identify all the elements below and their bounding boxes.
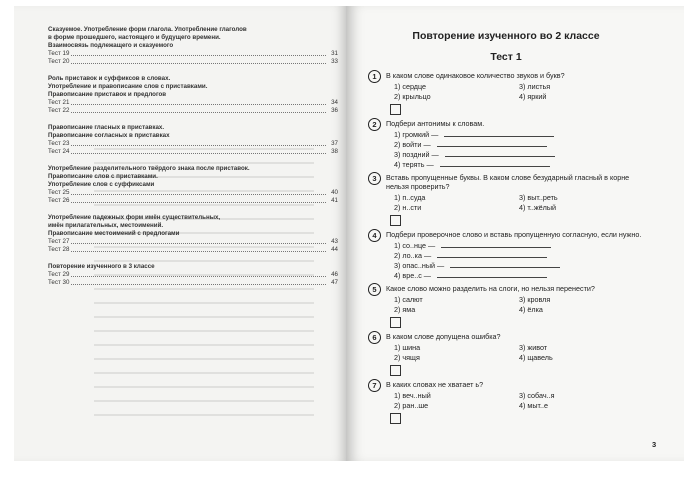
toc-leader-dots bbox=[71, 104, 326, 105]
toc-entry-label: Тест 20 bbox=[48, 58, 70, 65]
toc-entry bbox=[48, 107, 338, 115]
toc-heading: Сказуемое. Употребление форм глагола. Употребление глаголов bbox=[48, 26, 247, 33]
task-question: Подбери проверочное слово и вставь пропущенную согласную, если нужно. bbox=[386, 230, 642, 239]
toc-heading: в форме прошедшего, настоящего и будущего времени. bbox=[48, 34, 221, 41]
task-item bbox=[368, 230, 644, 280]
answer-option: 1) сердце bbox=[394, 82, 427, 91]
toc-entry-page: 43 bbox=[331, 238, 338, 245]
word-label: 3) опас..ный — bbox=[394, 261, 445, 270]
toc-heading: Роль приставок и суффиксов в словах. bbox=[48, 75, 171, 82]
toc-heading: Употребление падежных форм имён существительных, bbox=[48, 214, 221, 221]
toc-entry bbox=[48, 238, 338, 246]
toc-leader-dots bbox=[71, 112, 326, 113]
toc-heading: Употребление слов с суффиксами bbox=[48, 181, 155, 188]
word-list bbox=[386, 241, 644, 280]
toc-entry bbox=[48, 279, 338, 287]
answer-option: 3) кровля bbox=[519, 295, 551, 304]
toc-entry-page: 34 bbox=[331, 99, 338, 106]
toc-entry-page: 38 bbox=[331, 148, 338, 155]
answer-option: 2) ран..ше bbox=[394, 401, 429, 410]
word-label: 2) ло..ка — bbox=[394, 251, 432, 260]
word-line bbox=[394, 150, 644, 159]
answer-options bbox=[394, 193, 644, 212]
word-label: 3) поздний — bbox=[394, 150, 439, 159]
task-question: Вставь пропущенные буквы. В каком слове безударный гласный в корне нельзя проверить? bbox=[386, 173, 630, 191]
task-question: Подбери антонимы к словам. bbox=[386, 119, 485, 128]
table-of-contents bbox=[48, 26, 338, 296]
word-line bbox=[394, 241, 644, 250]
toc-entry bbox=[48, 271, 338, 279]
answer-options bbox=[394, 295, 644, 314]
test-title: Тест 1 bbox=[490, 51, 522, 63]
answer-option: 3) живот bbox=[519, 343, 548, 352]
word-line bbox=[394, 160, 644, 169]
toc-entry-label: Тест 30 bbox=[48, 279, 70, 286]
task-number: 1 bbox=[368, 70, 381, 83]
answer-option: 2) яма bbox=[394, 305, 416, 314]
toc-entry-page: 41 bbox=[331, 197, 338, 204]
toc-heading: имён прилагательных, местоимений. bbox=[48, 222, 164, 229]
toc-entry bbox=[48, 197, 338, 205]
answer-option: 2) крыльцо bbox=[394, 92, 431, 101]
word-label: 4) вре..с — bbox=[394, 271, 431, 280]
toc-entry-page: 31 bbox=[331, 50, 338, 57]
answer-line[interactable] bbox=[437, 271, 547, 278]
toc-heading: Правописание слов с приставками. bbox=[48, 173, 158, 180]
answer-line[interactable] bbox=[445, 150, 555, 157]
task-item bbox=[368, 284, 644, 328]
task-number: 7 bbox=[368, 379, 381, 392]
task-number: 5 bbox=[368, 283, 381, 296]
task-item bbox=[368, 119, 644, 169]
toc-entry-page: 40 bbox=[331, 189, 338, 196]
word-line bbox=[394, 271, 644, 280]
toc-heading: Правописание гласных в приставках. bbox=[48, 124, 165, 131]
answer-box[interactable] bbox=[390, 104, 401, 115]
page-number: 3 bbox=[652, 440, 657, 449]
answer-option: 1) веч..ный bbox=[394, 391, 431, 400]
answer-option: 3) листья bbox=[519, 82, 551, 91]
task-list bbox=[368, 71, 644, 424]
toc-entry-label: Тест 28 bbox=[48, 246, 70, 253]
word-line bbox=[394, 261, 644, 270]
toc-heading: Правописание приставок и предлогов bbox=[48, 91, 167, 98]
toc-leader-dots bbox=[71, 55, 326, 56]
answer-option: 4) яркий bbox=[519, 92, 547, 101]
task-number: 3 bbox=[368, 172, 381, 185]
answer-box[interactable] bbox=[390, 215, 401, 226]
toc-entry bbox=[48, 148, 338, 156]
toc-leader-dots bbox=[71, 194, 326, 195]
answer-box[interactable] bbox=[390, 413, 401, 424]
word-label: 4) терять — bbox=[394, 160, 434, 169]
toc-leader-dots bbox=[71, 276, 326, 277]
toc-entry-label: Тест 26 bbox=[48, 197, 70, 204]
task-item bbox=[368, 332, 644, 376]
task-question: В каком слове одинаковое количество звуков и букв? bbox=[386, 71, 565, 80]
word-line bbox=[394, 130, 644, 139]
task-question: Какое слово можно разделить на слоги, но нельзя перенести? bbox=[386, 284, 595, 293]
word-list bbox=[386, 130, 644, 169]
task-number: 2 bbox=[368, 118, 381, 131]
answer-line[interactable] bbox=[437, 140, 547, 147]
task-number: 6 bbox=[368, 331, 381, 344]
toc-section bbox=[48, 26, 338, 66]
answer-options bbox=[394, 391, 644, 410]
answer-option: 1) шина bbox=[394, 343, 421, 352]
toc-entry bbox=[48, 50, 338, 58]
toc-leader-dots bbox=[71, 145, 326, 146]
toc-leader-dots bbox=[71, 251, 326, 252]
toc-entry bbox=[48, 246, 338, 254]
toc-section bbox=[48, 214, 338, 254]
toc-entry-label: Тест 27 bbox=[48, 238, 70, 245]
toc-heading: Употребление разделительного твёрдого знака после приставок. bbox=[48, 165, 250, 172]
toc-entry-label: Тест 24 bbox=[48, 148, 70, 155]
toc-entry-page: 37 bbox=[331, 140, 338, 147]
answer-option: 4) т..жёлый bbox=[519, 203, 557, 212]
toc-entry-label: Тест 21 bbox=[48, 99, 70, 106]
toc-heading: Взаимосвязь подлежащего и сказуемого bbox=[48, 42, 174, 49]
answer-options bbox=[394, 82, 644, 101]
toc-entry-page: 47 bbox=[331, 279, 338, 286]
answer-option: 4) ёлка bbox=[519, 305, 543, 314]
toc-entry-label: Тест 25 bbox=[48, 189, 70, 196]
toc-entry-label: Тест 23 bbox=[48, 140, 70, 147]
toc-entry-page: 36 bbox=[331, 107, 338, 114]
toc-heading: Правописание местоимений с предлогами bbox=[48, 230, 180, 237]
task-question: В каких словах не хватает ь? bbox=[386, 380, 484, 389]
word-label: 1) громкий — bbox=[394, 130, 439, 139]
toc-section bbox=[48, 165, 338, 205]
toc-leader-dots bbox=[71, 284, 326, 285]
word-label: 1) со..нце — bbox=[394, 241, 436, 250]
toc-leader-dots bbox=[71, 243, 326, 244]
task-question: В каком слове допущена ошибка? bbox=[386, 332, 501, 341]
toc-entry-page: 44 bbox=[331, 246, 338, 253]
word-line bbox=[394, 140, 644, 149]
toc-leader-dots bbox=[71, 153, 326, 154]
toc-section bbox=[48, 263, 338, 287]
answer-option: 3) выт..реть bbox=[519, 193, 558, 202]
answer-option: 1) салют bbox=[394, 295, 423, 304]
toc-entry-label: Тест 29 bbox=[48, 271, 70, 278]
page-title: Повторение изученного во 2 классе bbox=[412, 30, 600, 42]
toc-entry bbox=[48, 58, 338, 66]
toc-entry-label: Тест 22 bbox=[48, 107, 70, 114]
toc-heading: Правописание согласных в приставках bbox=[48, 132, 170, 139]
toc-heading: Повторение изученного в 3 классе bbox=[48, 263, 155, 270]
answer-option: 4) щавель bbox=[519, 353, 553, 362]
answer-option: 4) мыт..е bbox=[519, 401, 548, 410]
test-worksheet bbox=[368, 30, 644, 428]
task-item bbox=[368, 71, 644, 115]
toc-heading: Употребление и правописание слов с приставками. bbox=[48, 83, 208, 90]
task-number: 4 bbox=[368, 229, 381, 242]
answer-option: 2) н..сти bbox=[394, 203, 422, 212]
word-label: 2) войти — bbox=[394, 140, 431, 149]
task-item bbox=[368, 380, 644, 424]
toc-leader-dots bbox=[71, 63, 326, 64]
answer-line[interactable] bbox=[450, 261, 560, 268]
answer-option: 2) чящя bbox=[394, 353, 420, 362]
word-line bbox=[394, 251, 644, 260]
answer-option: 3) собач..я bbox=[519, 391, 555, 400]
answer-option: 1) п..суда bbox=[394, 193, 426, 202]
task-item bbox=[368, 173, 644, 226]
toc-entry-page: 46 bbox=[331, 271, 338, 278]
toc-leader-dots bbox=[71, 202, 326, 203]
toc-entry bbox=[48, 99, 338, 107]
toc-entry bbox=[48, 189, 338, 197]
toc-section bbox=[48, 124, 338, 156]
answer-line[interactable] bbox=[441, 241, 551, 248]
answer-box[interactable] bbox=[390, 317, 401, 328]
answer-line[interactable] bbox=[444, 130, 554, 137]
answer-options bbox=[394, 343, 644, 362]
toc-entry-page: 33 bbox=[331, 58, 338, 65]
toc-entry bbox=[48, 140, 338, 148]
answer-line[interactable] bbox=[437, 251, 547, 258]
answer-box[interactable] bbox=[390, 365, 401, 376]
answer-line[interactable] bbox=[440, 160, 550, 167]
toc-section bbox=[48, 75, 338, 115]
toc-entry-label: Тест 19 bbox=[48, 50, 70, 57]
